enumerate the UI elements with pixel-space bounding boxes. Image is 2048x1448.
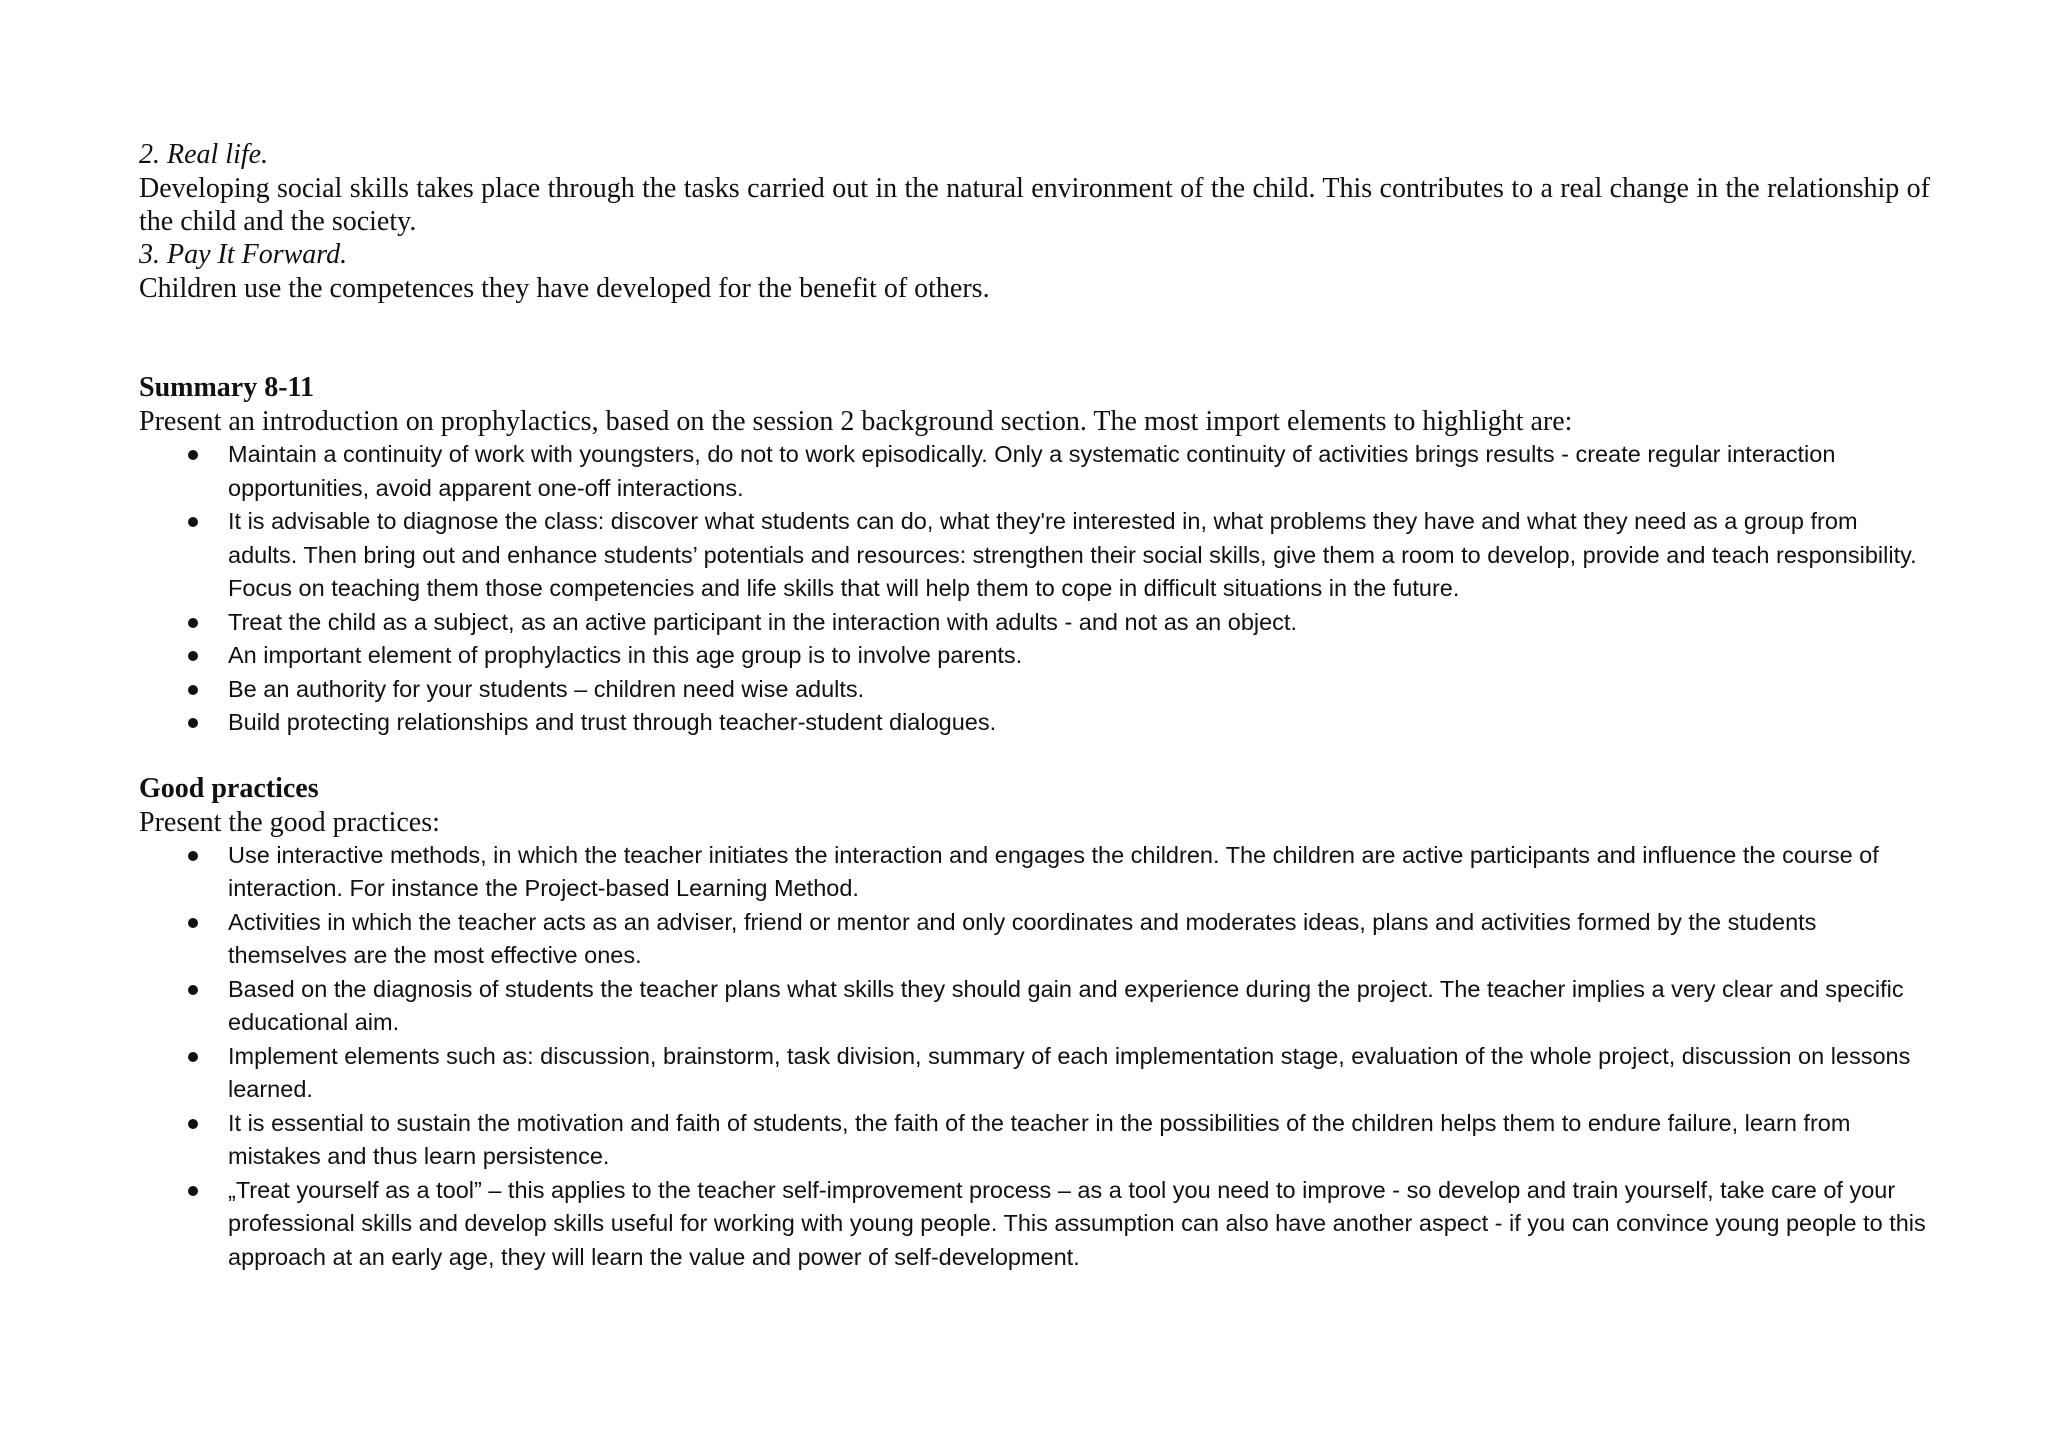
bullet-icon: [188, 851, 198, 861]
list-item: [139, 1107, 1930, 1174]
list-item-text: Treat the child as a subject, as an active participant in the interaction with adults - and not as an object.: [228, 608, 1297, 635]
bullet-icon: [188, 985, 198, 995]
list-item-text: Build protecting relationships and trust through teacher-student dialogues.: [228, 709, 997, 735]
spacer: [139, 740, 1930, 772]
real-life-text: Developing social skills takes place through the tasks carried out in the natural environment of the child. This contributes to a real change in the relationship of the child and the society.: [139, 173, 1930, 237]
list-item-text: It is advisable to diagnose the class: discover what students can do, what they're interested in, what problems they have and what they need as a group from adults. Then bring out and enhance students’ potentials and resources: strengthen their social skills, give them a room to develop, provide and teach responsibility. Focus on teaching them those competencies and life skills that will help them to cope in difficult situations in the future.: [228, 508, 1917, 601]
bullet-icon: [188, 918, 198, 928]
list-item: [139, 906, 1930, 973]
good-practices-lead: Present the good practices:: [139, 806, 440, 838]
list-item: [139, 973, 1930, 1040]
list-item: [139, 639, 1930, 673]
bullet-icon: [188, 718, 198, 728]
real-life-heading: 2. Real life.: [139, 139, 269, 170]
bullet-icon: [188, 651, 198, 661]
list-item-text: Activities in which the teacher acts as an adviser, friend or mentor and only coordinates and moderates ideas, plans and activities formed by the students themselves are the most effective ones.: [228, 908, 1817, 968]
list-item: [139, 505, 1930, 606]
bullet-icon: [188, 618, 198, 628]
list-item-text: „Treat yourself as a tool” – this applies to the teacher self-improvement process – as a tool you need to improve - so develop and train yourself, take care of your professional skills and develop skills useful for working with young people. This assumption can also have another aspect - if you can convince young people to this approach at an early age, they will learn the value and power of self-development.: [228, 1176, 1926, 1270]
bullet-icon: [188, 685, 198, 695]
summary-lead: Present an introduction on prophylactics, based on the session 2 background section. The most import elements to highlight are:: [139, 406, 1573, 437]
list-item: [139, 706, 1930, 740]
list-item-text: Implement elements such as: discussion, brainstorm, task division, summary of each implementation stage, evaluation of the whole project, discussion on lessons learned.: [228, 1042, 1911, 1102]
list-item: [139, 1174, 1930, 1275]
bullet-icon: [188, 1052, 198, 1062]
bullet-icon: [188, 1186, 198, 1196]
list-item-text: An important element of prophylactics in this age group is to involve parents.: [228, 642, 1023, 668]
pay-it-forward-heading: 3. Pay It Forward.: [139, 239, 348, 270]
spacer: [139, 305, 1930, 371]
list-item: [139, 1040, 1930, 1107]
list-item-text: Based on the diagnosis of students the teacher plans what skills they should gain and experience during the project. The teacher implies a very clear and specific educational aim.: [228, 975, 1904, 1035]
good-practices-section: [139, 772, 1930, 1275]
bullet-icon: [188, 450, 198, 460]
good-practices-bullet-list: [139, 839, 1930, 1275]
list-item-text: Use interactive methods, in which the teacher initiates the interaction and engages the children. The children are active participants and influence the course of interaction. For instance the Project-based Learning Method.: [228, 841, 1879, 901]
summary-section: [139, 371, 1930, 740]
list-item: [139, 606, 1930, 640]
summary-title: Summary 8-11: [139, 372, 314, 403]
document-page: [139, 138, 1930, 1274]
bullet-icon: [188, 1119, 198, 1129]
good-practices-title: Good practices: [139, 772, 319, 804]
list-item: [139, 839, 1930, 906]
list-item: [139, 438, 1930, 505]
list-item-text: Be an authority for your students – children need wise adults.: [228, 675, 865, 702]
bullet-icon: [188, 517, 198, 527]
list-item-text: It is essential to sustain the motivation and faith of students, the faith of the teacher in the possibilities of the children helps them to endure failure, learn from mistakes and thus learn persistence.: [228, 1109, 1851, 1169]
pay-it-forward-text: Children use the competences they have developed for the benefit of others.: [139, 273, 990, 304]
list-item: [139, 673, 1930, 707]
list-item-text: Maintain a continuity of work with youngsters, do not to work episodically. Only a systematic continuity of activities brings results - create regular interaction opportunities, avoid apparent one-off interactions.: [228, 441, 1836, 501]
summary-bullet-list: [139, 438, 1930, 740]
